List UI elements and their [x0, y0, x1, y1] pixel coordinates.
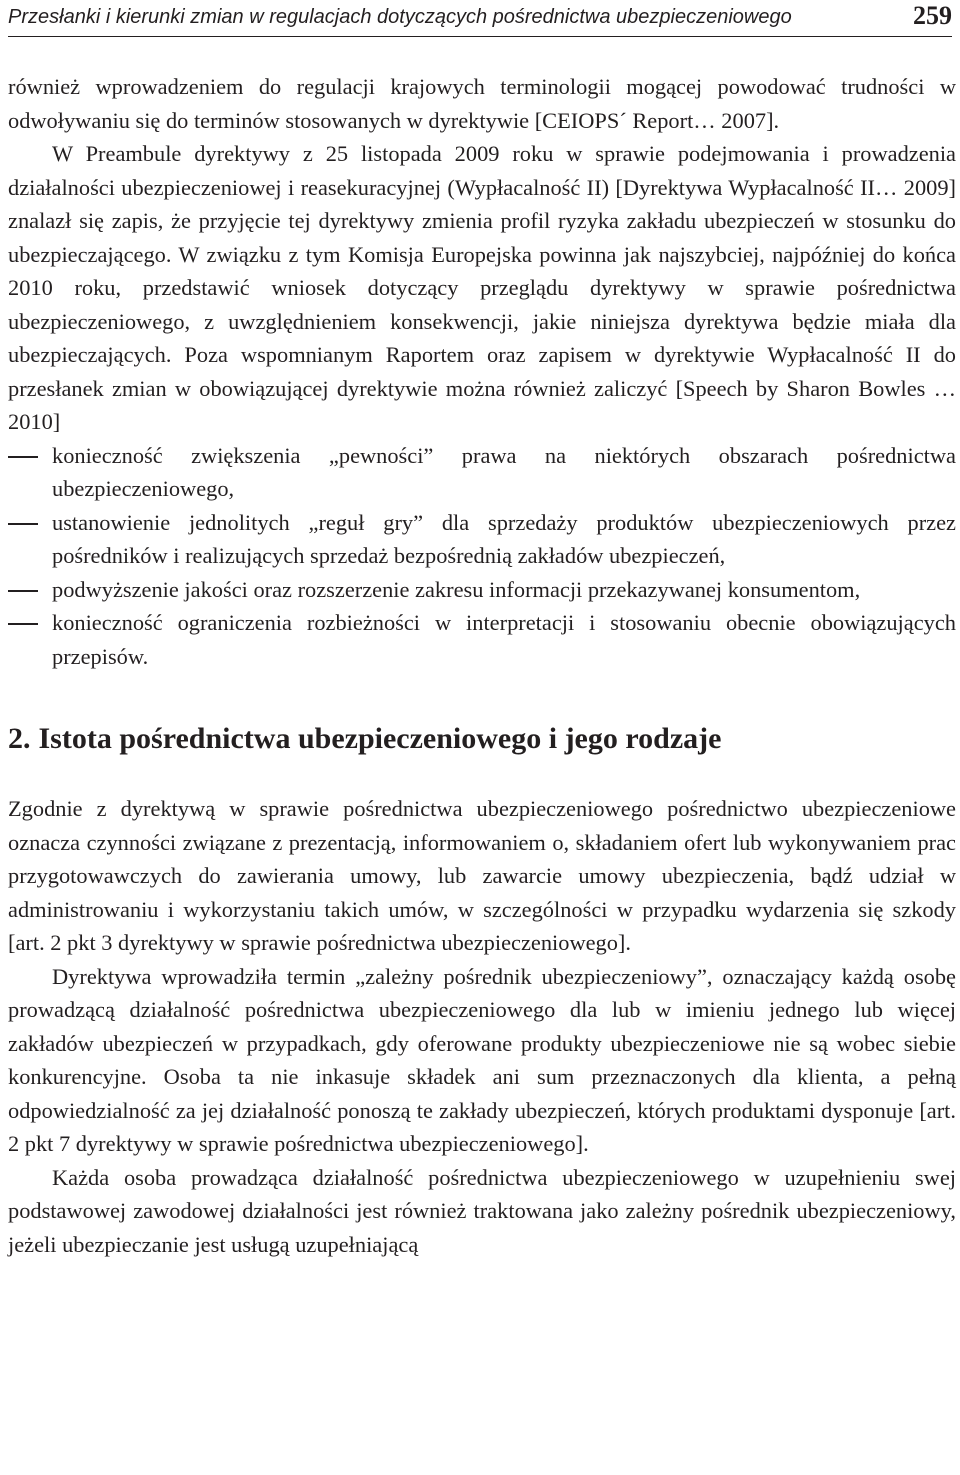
- list-item-text: konieczność zwiększenia „pewności” prawa na niektórych obszarach pośrednictwa ubezpieczeniowego,: [52, 442, 956, 501]
- section-number: 2.: [8, 722, 31, 755]
- running-header: [8, 0, 952, 37]
- list-item-text: ustanowienie jednolitych „reguł gry” dla sprzedaży produktów ubezpieczeniowych przez pośredników i realizujących sprzedaż bezpośrednią zakładów ubezpieczeń,: [52, 509, 956, 568]
- list-item: [8, 506, 956, 573]
- paragraph-preamble: W Preambule dyrektywy z 25 listopada 2009 roku w sprawie podejmowania i prowadzenia działalności ubezpieczeniowej i reasekuracyjnej (Wypłacalność II) [Dyrektywa Wypłacalność II… 2009] znalazł się zapis, że przyjęcie tej dyrektywy zmienia profil ryzyka zakładu ubezpieczeń w stosunku do ubezpieczającego. W związku z tym Komisja Europejska powinna jak najszybciej, najpóźniej do końca 2010 roku, przedstawić wniosek dotyczący przeglądu dyrektywy w sprawie pośrednictwa ubezpieczeniowego, z uwzględnieniem konsekwencji, jakie niniejsza dyrektywa będzie miała dla ubezpieczających. Poza wspomnianym Raportem oraz zapisem w dyrektywie Wypłacalność II do przesłanek zmian w obowiązującej dyrektywie można również zaliczyć [Speech by Sharon Bowles … 2010]: [8, 141, 956, 434]
- paragraph-dependent-intermediary: Dyrektywa wprowadziła termin „zależny pośrednik ubezpieczeniowy”, oznaczający każdą osobę prowadzącą działalność pośrednictwa ubezpieczeniowego dla lub w imieniu jednego lub więcej zakładów ubezpieczeń w przypadkach, gdy oferowane produkty ubezpieczeniowe nie są wobec siebie konkurencyjne. Osoba ta nie inkasuje składek ani sum przeznaczonych dla klienta, a pełną odpowiedzialność za jej działalność ponoszą te zakłady ubezpieczeń, których produktami dysponuje [art. 2 pkt 7 dyrektywy w sprawie pośrednictwa ubezpieczeniowego].: [8, 963, 956, 1156]
- paragraph-definition: Zgodnie z dyrektywą w sprawie pośrednictwa ubezpieczeniowego pośrednictwo ubezpieczeniowe oznacza czynności związane z prezentacją, informowaniem o, składaniem ofert lub wykonywaniem prac przygotowawczych do zawierania umowy, lub zawarcie umowy ubezpieczenia, bądź udział w administrowaniu i wykorzystaniu takich umów, w szczególności w przypadku wydarzenia się szkody [art. 2 pkt 3 dyrektywy w sprawie pośrednictwa ubezpieczeniowego].: [8, 796, 956, 955]
- page-number: 259: [913, 1, 952, 30]
- running-header-title: Przesłanki i kierunki zmian w regulacjach dotyczących pośrednictwa ubezpieczeniowego: [8, 6, 792, 28]
- list-item: [8, 573, 956, 607]
- list-item: [8, 606, 956, 673]
- dash-list: [8, 439, 956, 674]
- paragraph-continuation: również wprowadzeniem do regulacji krajowych terminologii mogącej powodować trudności w odwoływaniu się do terminów stosowanych w dyrektywie [CEIOPS´ Report… 2007].: [8, 74, 956, 133]
- page-content: [8, 70, 956, 1261]
- section-heading: [8, 719, 956, 759]
- paragraph-ancillary-intermediary: Każda osoba prowadząca działalność pośrednictwa ubezpieczeniowego w uzupełnieniu swej podstawowej zawodowej działalności jest również traktowana jako zależny pośrednik ubezpieczeniowy, jeżeli ubezpieczanie jest usługą uzupełniającą: [8, 1164, 956, 1257]
- section-title: Istota pośrednictwa ubezpieczeniowego i jego rodzaje: [38, 722, 722, 755]
- list-item-text: konieczność ograniczenia rozbieżności w interpretacji i stosowaniu obecnie obowiązujących przepisów.: [52, 610, 956, 669]
- list-item: [8, 439, 956, 506]
- list-item-text: podwyższenie jakości oraz rozszerzenie zakresu informacji przekazywanej konsumentom,: [52, 576, 861, 602]
